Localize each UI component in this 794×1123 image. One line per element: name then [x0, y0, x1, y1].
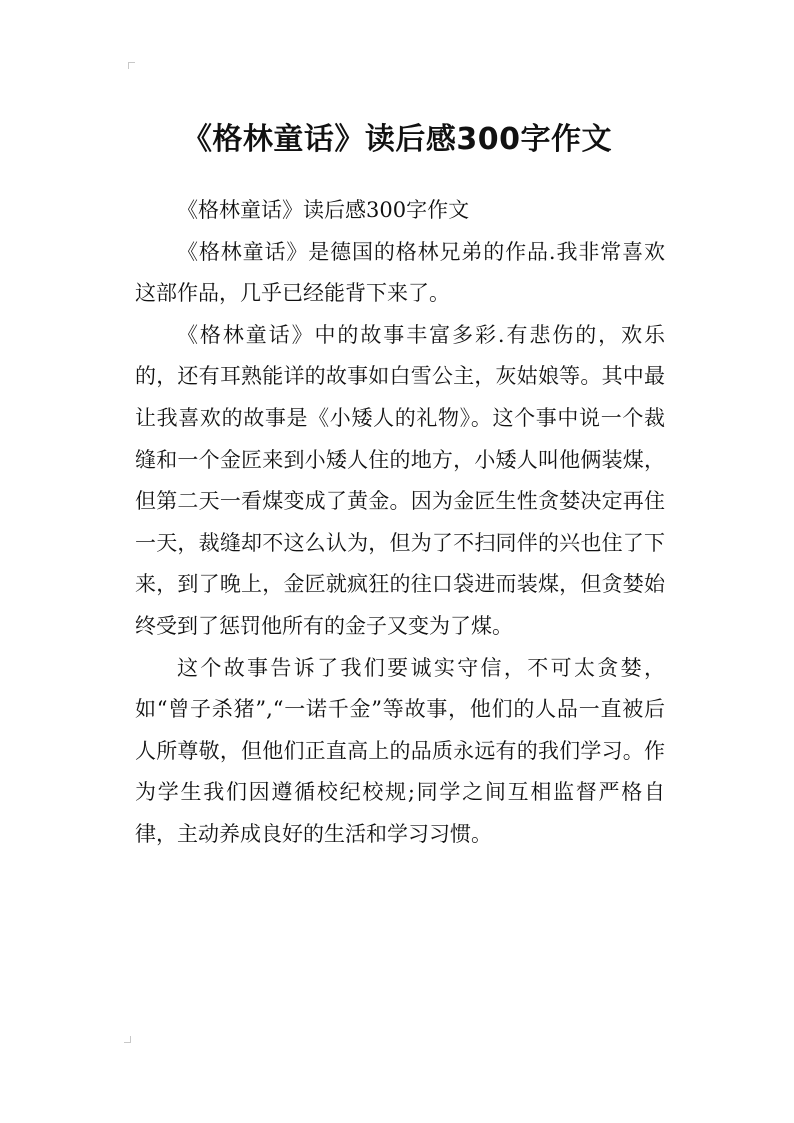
paragraph-intro: 《格林童话》是德国的格林兄弟的作品.我非常喜欢这部作品，几乎已经能背下来了。: [135, 239, 665, 306]
document-body: [135, 190, 665, 856]
paragraph-lesson: 这个故事告诉了我们要诚实守信，不可太贪婪，如“曾子杀猪”,“一诺千金”等故事，他们的人品一直被后人所尊敬，但他们正直高上的品质永远有的我们学习。作为学生我们因遵循校纪校规;同学之间互相监督严格自律，主动养成良好的生活和学习习惯。: [135, 655, 665, 846]
document-title: 《格林童话》读后感300字作文: [181, 122, 613, 158]
paragraph-story: 《格林童话》中的故事丰富多彩.有悲伤的，欢乐的，还有耳熟能详的故事如白雪公主，灰姑娘等。其中最让我喜欢的故事是《小矮人的礼物》。这个事中说一个裁缝和一个金匠来到小矮人住的地方，小矮人叫他俩装煤，但第二天一看煤变成了黄金。因为金匠生性贪婪决定再住一天，裁缝却不这么认为，但为了不扫同伴的兴也住了下来，到了晚上，金匠就疯狂的往口袋进而装煤，但贪婪始终受到了惩罚他所有的金子又变为了煤。: [135, 322, 665, 638]
paragraph-subtitle: 《格林童话》读后感300字作文: [177, 198, 470, 222]
page-corner-mark-top: [128, 62, 135, 69]
page-corner-mark-bottom: [124, 1036, 131, 1043]
